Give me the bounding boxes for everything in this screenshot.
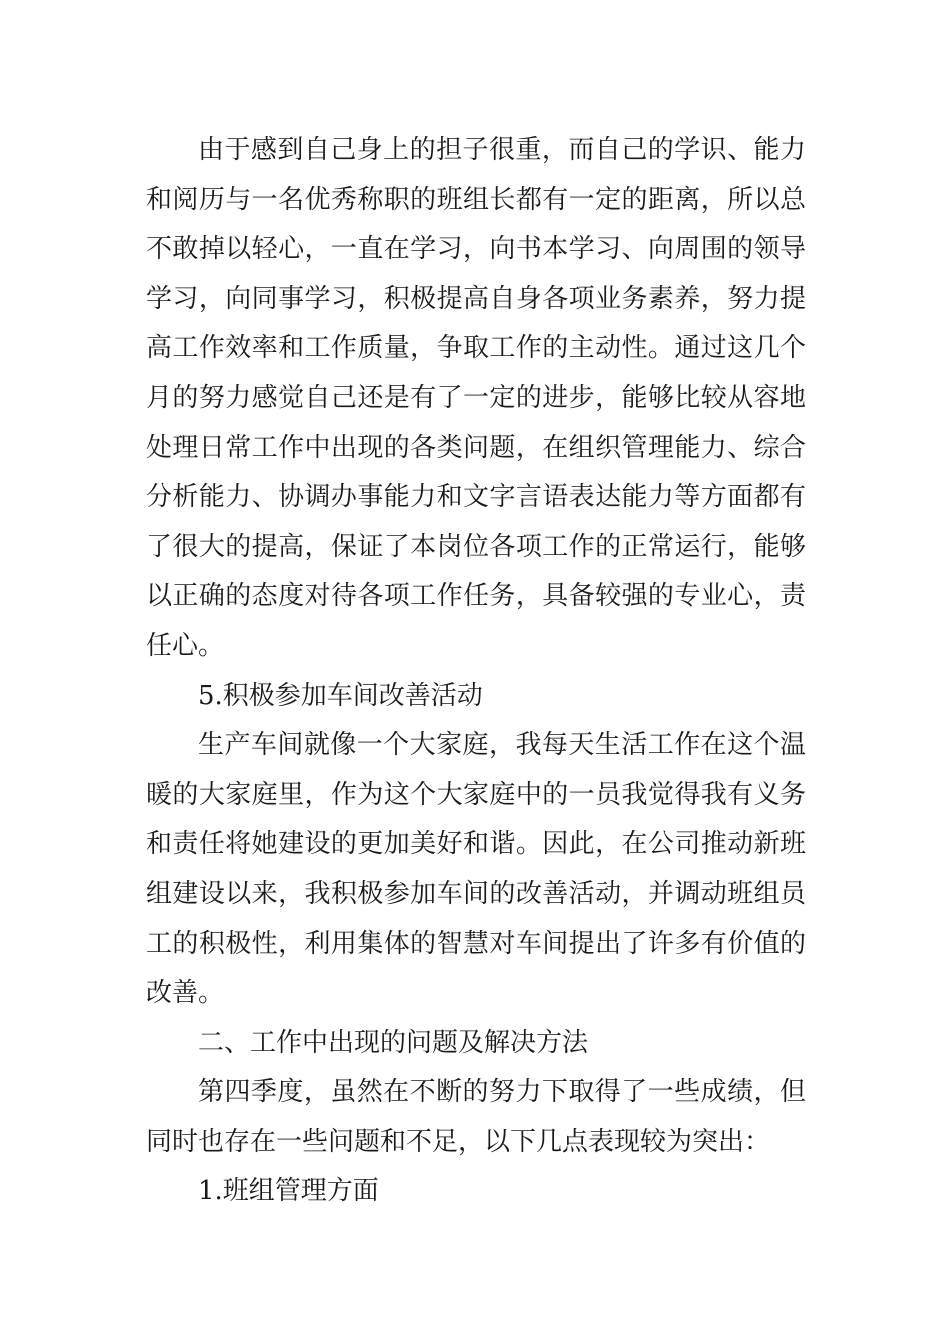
document-body xyxy=(146,126,806,1217)
paragraph-workshop-family: 生产车间就像一个大家庭，我每天生活工作在这个温暖的大家庭里，作为这个大家庭中的一员我觉得我有义务和责任将她建设的更加美好和谐。因此，在公司推动新班组建设以来，我积极参加车间的改善活动，并调动班组员工的积极性，利用集体的智慧对车间提出了许多有价值的改善。 xyxy=(146,730,806,1009)
paragraph-fourth-quarter: 第四季度，虽然在不断的努力下取得了一些成绩，但同时也存在一些问题和不足，以下几点表现较为突出： xyxy=(146,1077,806,1157)
heading-improvement-activities: 5.积极参加车间改善活动 xyxy=(198,680,483,711)
paragraph-self-study: 由于感到自己身上的担子很重，而自己的学识、能力和阅历与一名优秀称职的班组长都有一定的距离，所以总不敢掉以轻心，一直在学习，向书本学习、向周围的领导学习，向同事学习，积极提高自身各项业务素养，努力提高工作效率和工作质量，争取工作的主动性。通过这几个月的努力感觉自己还是有了一定的进步，能够比较从容地处理日常工作中出现的各类问题，在组织管理能力、综合分析能力、协调办事能力和文字言语表达能力等方面都有了很大的提高，保证了本岗位各项工作的正常运行，能够以正确的态度对待各项工作任务，具备较强的专业心，责任心。 xyxy=(146,135,806,661)
heading-team-management: 1.班组管理方面 xyxy=(198,1176,379,1207)
section-heading-problems-solutions: 二、工作中出现的问题及解决方法 xyxy=(198,1027,589,1058)
